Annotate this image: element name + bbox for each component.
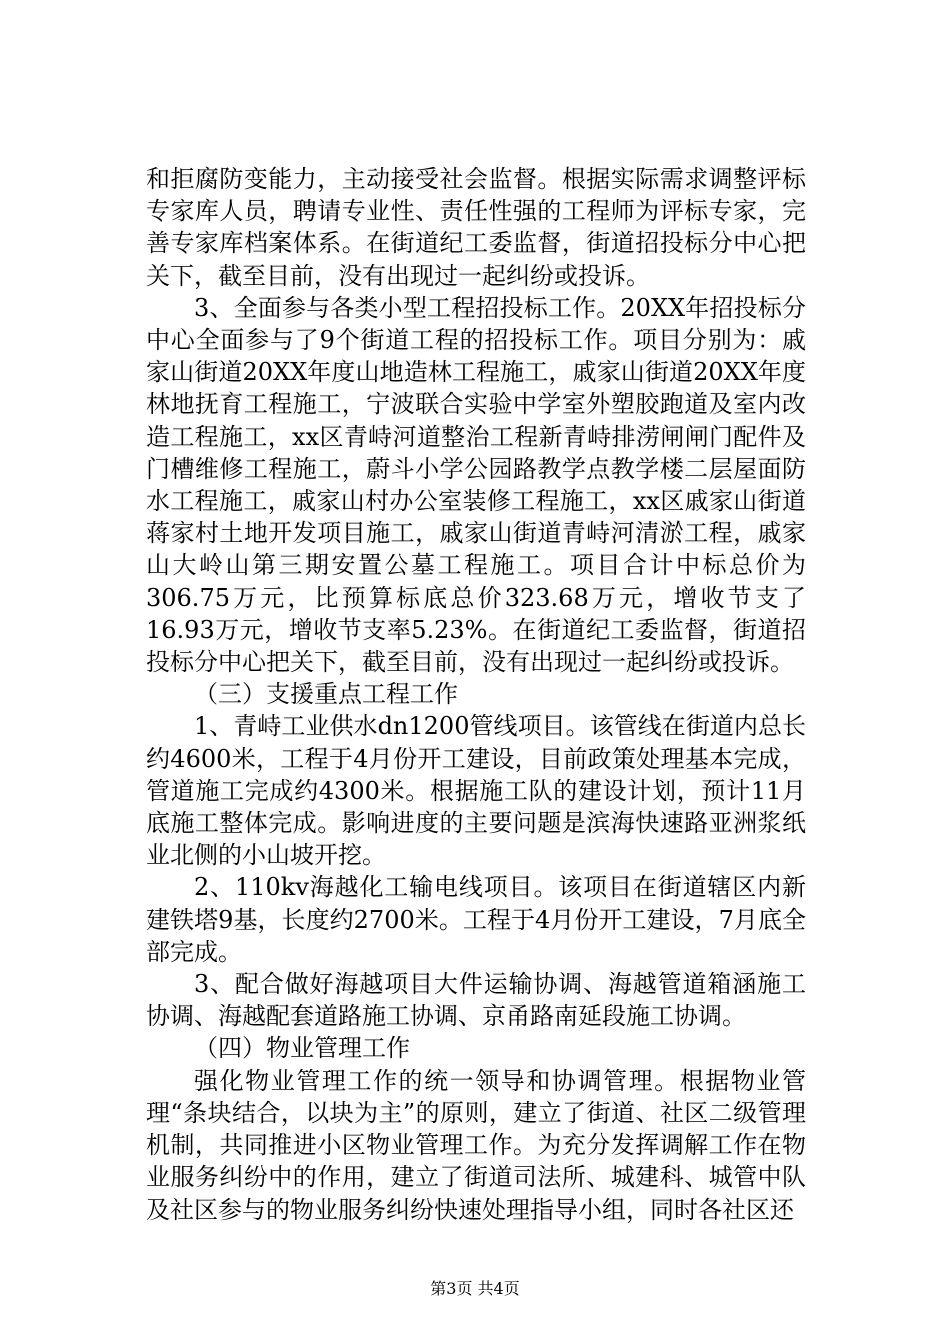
paragraph-power-line: 2、110kv海越化工输电线项目。该项目在街道辖区内新建铁塔9基，长度约2700米。工程于4月份开工建设，7月底全部完成。 [146, 873, 806, 966]
document-body [146, 163, 806, 1226]
paragraph-property-management: 强化物业管理工作的统一领导和协调管理。根据物业管理“条块结合，以块为主”的原则，建立了街道、社区二级管理机制，共同推进小区物业管理工作。为充分发挥调解工作在物业服务纠纷中的作用，建立了街道司法所、城建科、城管中队及社区参与的物业服务纠纷快速处理指导小组，同时各社区还 [146, 1066, 806, 1224]
paragraph-coordination: 3、配合做好海越项目大件运输协调、海越管道箱涵施工协调、海越配套道路施工协调、京甬路南延段施工协调。 [146, 970, 806, 1031]
paragraph-water-pipeline: 1、青峙工业供水dn1200管线项目。该管线在街道内总长约4600米，工程于4月份开工建设，目前政策处理基本完成，管道施工完成约4300米。根据施工队的建设计划，预计11月底施工整体完成。影响进度的主要问题是滨海快速路亚洲浆纸业北侧的小山坡开挖。 [146, 712, 806, 870]
section-heading-key-projects: （三）支援重点工程工作 [194, 680, 458, 709]
paragraph-bidding-work: 3、全面参与各类小型工程招投标工作。20XX年招投标分中心全面参与了9个街道工程的招投标工作。项目分别为：戚家山街道20XX年度山地造林工程施工，戚家山街道20XX年度林地抚育工程施工，宁波联合实验中学室外塑胶跑道及室内改造工程施工，xx区青峙河道整治工程新青峙排涝闸闸门配件及门槽维修工程施工，蔚斗小学公园路教学点教学楼二层屋面防水工程施工，戚家山村办公室装修工程施工，xx区戚家山街道蒋家村土地开发项目施工，戚家山街道青峙河清淤工程，戚家山大岭山第三期安置公墓工程施工。项目合计中标总价为306.75万元，比预算标底总价323.68万元，增收节支了16.93万元，增收节支率5.23%。在街道纪工委监督，街道招投标分中心把关下，截至目前，没有出现过一起纠纷或投诉。 [146, 293, 806, 677]
paragraph-continued: 和拒腐防变能力，主动接受社会监督。根据实际需求调整评标专家库人员，聘请专业性、责任性强的工程师为评标专家，完善专家库档案体系。在街道纪工委监督，街道招投标分中心把关下，截至目前，没有出现过一起纠纷或投诉。 [146, 165, 806, 290]
section-heading-property-management: （四）物业管理工作 [194, 1034, 410, 1063]
page-footer: 第3页 共4页 [430, 1279, 520, 1298]
